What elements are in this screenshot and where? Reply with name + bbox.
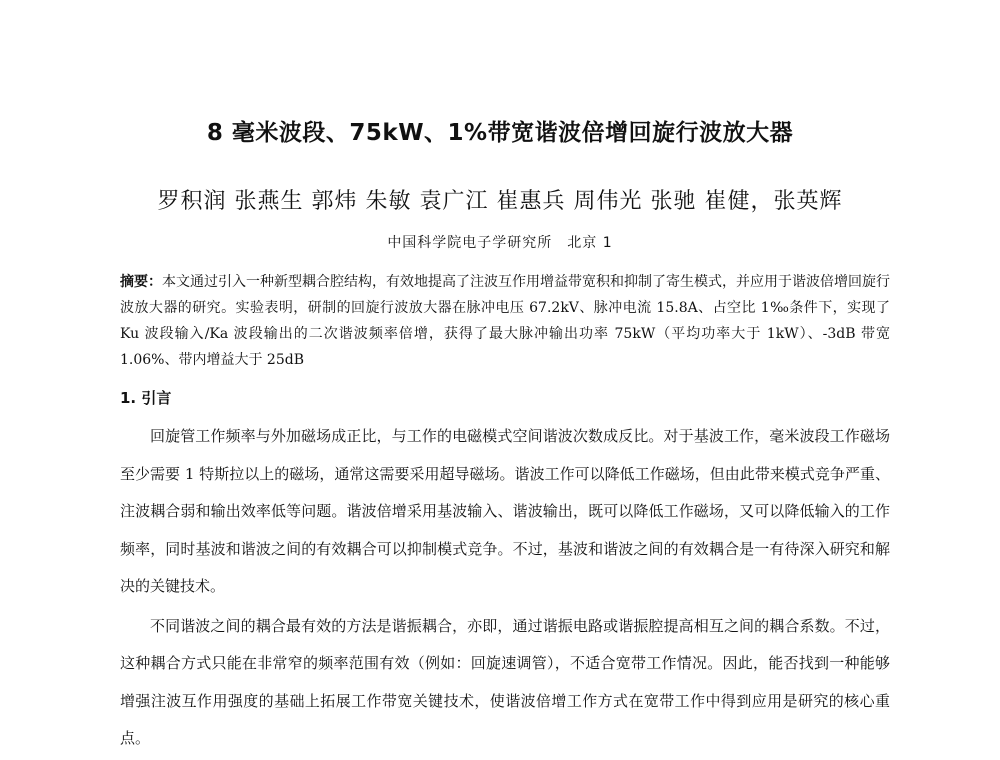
paper-title: 8 毫米波段、75kW、1%带宽谐波倍增回旋行波放大器: [206, 120, 794, 146]
body-paragraph: 回旋管工作频率与外加磁场成正比，与工作的电磁模式空间谐波次数成反比。对于基波工作，毫米波段工作磁场至少需要 1 特斯拉以上的磁场，通常这需要采用超导磁场。谐波工作可以降低工作磁场，但由此带来模式竞争严重、注波耦合弱和输出效率低等问题。谐波倍增采用基波输入、谐波输出，既可以降低工作磁场，又可以降低输入的工作频率，同时基波和谐波之间的有效耦合可以抑制模式竞争。不过，基波和谐波之间的有效耦合是一有待深入研究和解决的关键技术。: [120, 427, 890, 595]
affiliation: 中国科学院电子学研究所 北京 1: [387, 235, 613, 251]
abstract: [120, 269, 890, 373]
body-paragraph: 不同谐波之间的耦合最有效的方法是谐振耦合，亦即，通过谐振电路或谐振腔提高相互之间的耦合系数。不过，这种耦合方式只能在非常窄的频率范围有效（例如：回旋速调管），不适合宽带工作情况。因此，能否找到一种能够增强注波互作用强度的基础上拓展工作带宽关键技术，使谐波倍增工作方式在宽带工作中得到应用是研究的核心重点。: [120, 616, 890, 747]
introduction-body: [120, 418, 890, 758]
abstract-label: 摘要：: [120, 274, 162, 290]
section-heading-introduction: 1. 引言: [120, 389, 172, 407]
author-list: 罗积润 张燕生 郭炜 朱敏 袁广江 崔惠兵 周伟光 张驰 崔健，张英辉: [157, 189, 843, 214]
abstract-text: 本文通过引入一种新型耦合腔结构，有效地提高了注波互作用增益带宽积和抑制了寄生模式，并应用于谐波倍增回旋行波放大器的研究。实验表明，研制的回旋行波放大器在脉冲电压 67.2kV、脉冲电流 15.8A、占空比 1‰条件下，实现了 Ku 波段输入/Ka 波段输出的二次谐波频率倍增，获得了最大脉冲输出功率 75kW（平均功率大于 1kW）、-3dB 带宽 1.06%、带内增益大于 25dB: [120, 274, 890, 368]
